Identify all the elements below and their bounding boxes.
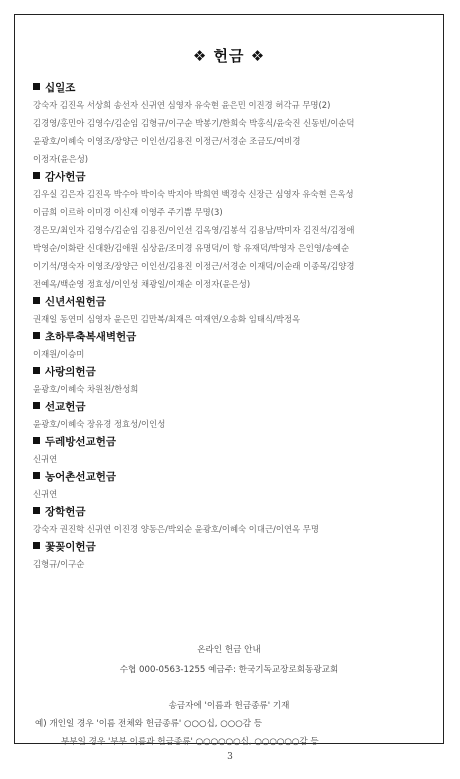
online-info-heading: 온라인 헌금 안내: [197, 645, 261, 655]
online-notice: 송금자에 '이름과 헌금종류' 기재: [168, 701, 290, 711]
square-bullet-icon: [33, 367, 40, 374]
square-bullet-icon: [33, 507, 40, 514]
section-heading-text: 십일조: [45, 82, 76, 94]
section-heading: [33, 470, 433, 485]
offering-list: [33, 81, 433, 575]
square-bullet-icon: [33, 297, 40, 304]
section-heading-text: 초하루축복새벽헌금: [45, 331, 137, 343]
section-heading: [33, 295, 433, 310]
page-title: ❖ 헌금 ❖: [192, 47, 266, 65]
donor-line: 신귀연: [33, 454, 58, 464]
square-bullet-icon: [33, 172, 40, 179]
donor-line: 이금희 이르하 이미경 이신재 이영주 주기쁨 무명(3): [33, 207, 223, 217]
online-example-individual: 예) 개인일 경우 '이름 전체와 헌금종류' ○○○십, ○○○감 등: [35, 719, 263, 729]
section-heading-text: 두레방선교헌금: [45, 436, 117, 448]
donor-line: 김형규/이구순: [33, 559, 85, 569]
square-bullet-icon: [33, 437, 40, 444]
square-bullet-icon: [33, 332, 40, 339]
donor-line: 윤광호/이혜숙 차원천/한성희: [33, 384, 139, 394]
section-heading: [33, 170, 433, 185]
section-heading: [33, 330, 433, 345]
online-account: 수협 000-0563-1255 예금주: 한국기독교장로회동광교회: [119, 665, 339, 675]
donor-line: 김경영/홍민아 김영수/김순임 김형규/이구순 박봉기/한희숙 박홍식/윤숙진 신동빈/이순덕: [33, 118, 355, 128]
donor-line: 이기석/명숙자 이영조/장양근 이인선/김용진 이정근/서경순 이재덕/이순래 이종목/김양경: [33, 261, 355, 271]
section-heading: [33, 365, 433, 380]
section-heading: [33, 435, 433, 450]
donor-line: 신귀연: [33, 489, 58, 499]
section-heading-text: 사랑의헌금: [45, 366, 96, 378]
donor-line: 윤광호/이혜숙 이영조/장양근 이인선/김용진 이정근/서경순 조금도/여비경: [33, 136, 301, 146]
square-bullet-icon: [33, 83, 40, 90]
page-frame: [14, 14, 444, 747]
section-heading: [33, 400, 433, 415]
donor-line: 박영순/이화란 신대환/김애원 심상윤/조미경 유명덕/이 항 유재덕/박영자 은인영/송예순: [33, 243, 350, 253]
donor-line: 경은모/최인자 김영수/김순임 김용진/이인선 김옥영/김봉석 김용남/박미자 김진석/김정애: [33, 225, 355, 235]
square-bullet-icon: [33, 542, 40, 549]
donor-line: 김우실 김은자 김진옥 박수아 박이숙 박지아 박희연 백경숙 신장근 심영자 유숙현 은옥성: [33, 189, 354, 199]
donor-line: 윤광호/이혜숙 장유경 정효성/이인성: [33, 419, 166, 429]
section-heading: [33, 81, 433, 96]
section-heading-text: 감사헌금: [45, 171, 86, 183]
section-heading: [33, 540, 433, 555]
donor-line: 권재일 동연미 심영자 윤은민 김만복/최재은 여재연/오송화 임태식/박정옥: [33, 314, 301, 324]
section-heading-text: 꽃꽂이헌금: [45, 541, 96, 553]
donor-line: 강숙자 김진옥 서상희 송선자 신귀연 심영자 유숙현 윤은민 이진경 허각규 무명(2): [33, 100, 331, 110]
donor-line: 강숙자 권진학 신귀연 이진경 양동은/박외순 윤광호/이혜숙 이대근/이연옥 무명: [33, 524, 319, 534]
section-heading: [33, 505, 433, 520]
section-heading-text: 신년서원헌금: [45, 296, 106, 308]
square-bullet-icon: [33, 402, 40, 409]
section-heading-text: 장학헌금: [45, 506, 86, 518]
online-example-couple: 부부일 경우 '부부 이름과 헌금종류' ○○○○○○십, ○○○○○○감 등: [61, 737, 319, 747]
donor-line: 이정자(윤은성): [33, 154, 89, 164]
page-number: 3: [227, 752, 233, 762]
donor-line: 전예옥/백순영 정효성/이인성 채광일/이재순 이정자(윤은성): [33, 279, 251, 289]
section-heading-text: 농어촌선교헌금: [45, 471, 117, 483]
section-heading-text: 선교헌금: [45, 401, 86, 413]
donor-line: 이재원/이승미: [33, 349, 85, 359]
square-bullet-icon: [33, 472, 40, 479]
